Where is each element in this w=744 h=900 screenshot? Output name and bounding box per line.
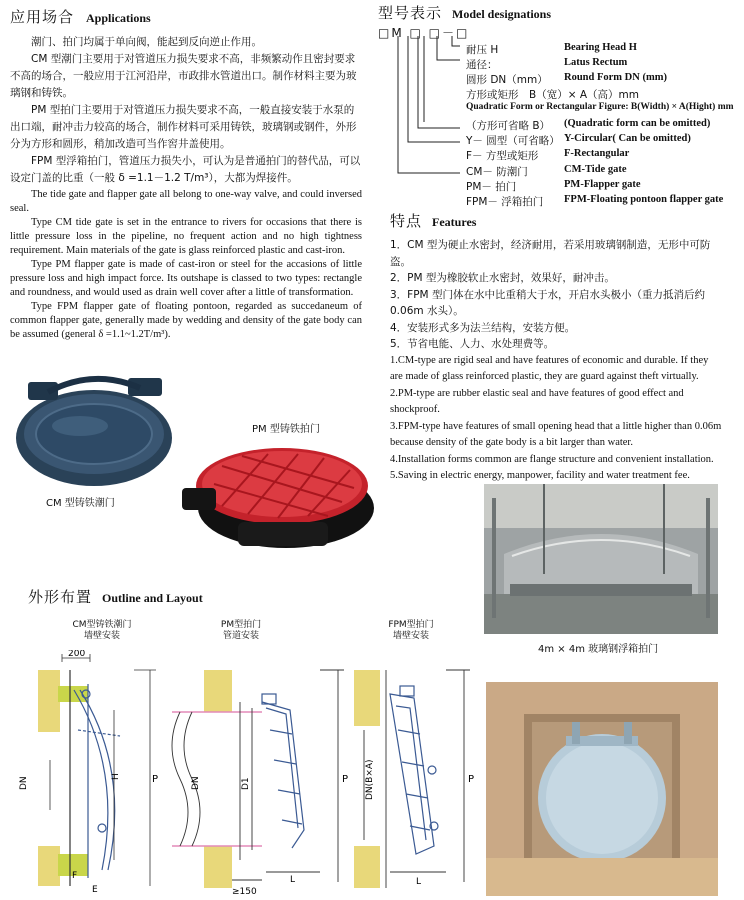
applications-body-en	[10, 188, 362, 342]
cm-label-width: 200	[68, 650, 86, 659]
model-section	[378, 2, 740, 212]
feature-item-en: 5.Saving in electric energy, manpower, facility and water treatment fee.	[390, 470, 690, 481]
applications-paragraph-cn: CM 型潮门主要用于对管道压力损失要求不高，非频繁动作且密封要求不高的场合，一般应用于江河沿岸，市政排水管道出口。制作材料主要为玻璃钢和铸铁。	[10, 53, 357, 99]
diagram-cm-caption	[52, 620, 152, 642]
model-bracket-lines	[378, 36, 468, 212]
cm-label-e: E	[92, 885, 98, 895]
pm-label-p: P	[342, 774, 349, 785]
applications-paragraph-cn: FPM 型浮箱拍门，管道压力损失小，可认为是普通拍门的替代品，可以设定门盖的比重（一般 δ =1.1－1.2 T/m³），大都为焊接件。	[10, 155, 361, 184]
diagram-pm-title: PM型拍门	[220, 620, 262, 630]
pm-cast-iron-flapper-gate-photo	[178, 436, 378, 554]
diagram-cm-title: CM型铸铁潮门	[72, 620, 132, 630]
applications-section	[10, 6, 362, 342]
pm-label-d1: D1	[241, 777, 251, 790]
features-title-en: Features	[432, 215, 477, 229]
model-row-en: FPM-Floating pontoon flapper gate	[564, 194, 724, 205]
pm-photo-caption: PM 型铸铁拍门	[252, 424, 320, 435]
feature-item-en: 2.PM-type are rubber elastic seal and have features of good effect and shockproof.	[390, 387, 684, 415]
model-row-en: Round Form DN (mm)	[564, 72, 667, 83]
features-section	[390, 210, 722, 485]
features-heading	[390, 210, 722, 231]
cm-label-f: F	[72, 871, 78, 881]
round-flapper-gate-install-photo	[486, 682, 718, 896]
fpm-label-l: L	[416, 877, 422, 887]
model-row-en: Latus Rectum	[564, 57, 628, 68]
model-row: PM－ 拍门	[466, 181, 517, 193]
model-row-en: Bearing Head H	[564, 42, 637, 53]
diagram-cm-subtitle: 墙壁安装	[83, 631, 120, 641]
feature-item-cn: 2．PM 型为橡胶软止水密封，效果好，耐冲击。	[390, 272, 615, 284]
applications-paragraph-en: Type PM flapper gate is made of cast-iron or steel for the accasions of little pressure loss and high impact force. Its outshape is classed to two types: rectangle and roundness, and would used as drain well cover after a little of transformation.	[10, 259, 362, 298]
feature-item-en: 4.Installation forms common are flange structure and convenient installation.	[390, 453, 714, 465]
feature-item-en: 3.FPM-type have features of small opening head that a little higher than 0.06m because density of the gate body is a bit larger than water.	[390, 420, 722, 448]
diagram-fpm-subtitle: 墙壁安装	[392, 631, 429, 641]
model-row-en: Quadratic Form or Rectangular Figure: B(Width) × A(Hight) mm	[466, 102, 734, 112]
diagram-pm-caption	[196, 620, 286, 642]
model-title-cn: 型号表示	[378, 4, 443, 22]
model-row-en: Y-Circular( Can be omitted)	[564, 133, 691, 144]
model-row: 耐压 H	[466, 44, 499, 56]
fpm-glass-steel-pontoon-gate-photo	[484, 484, 718, 634]
applications-paragraph-en: Type FPM flapper gate of floating pontoon, regarded as succedaneum of common flapper gate, generally made by wedding and density of the gate body can be assumed (general δ =1.1~1.2T/m³).	[10, 301, 362, 340]
model-row: FPM－ 浮箱拍门	[466, 196, 544, 208]
model-row: Y－ 圆型（可省略）	[466, 135, 560, 147]
fpm-pontoon-gate-outline-diagram	[346, 650, 482, 898]
feature-item-cn: 4．安装形式多为法兰结构，安装方便。	[390, 321, 576, 334]
fpm-label-dn-bxa: DN(B×A)	[365, 759, 375, 800]
outline-heading	[28, 586, 203, 607]
outline-title-en: Outline and Layout	[102, 591, 203, 605]
feature-item-cn: 5．节省电能、人力、水处理费等。	[390, 338, 555, 350]
feature-item-cn: 1．CM 型为硬止水密封，经济耐用，若采用玻璃钢制造，无形中可防盗。	[390, 239, 711, 268]
model-row-en: PM-Flapper gate	[564, 179, 641, 190]
model-row: （方形可省略 B）	[466, 120, 551, 132]
applications-paragraph-en: The tide gate and flapper gate all belong to one-way valve, and could inversed seal.	[10, 189, 362, 214]
model-row: 圆形 DN（mm）	[466, 74, 548, 86]
diagram-fpm-caption	[366, 620, 456, 642]
cm-photo-caption: CM 型铸铁潮门	[46, 498, 115, 509]
model-heading	[378, 2, 740, 23]
pm-label-l: L	[290, 875, 296, 885]
model-row: 通径：	[466, 59, 498, 71]
diagram-fpm-title: FPM型拍门	[388, 620, 434, 630]
fpm-label-p: P	[468, 774, 475, 785]
applications-paragraph-en: Type CM tide gate is set in the entrance to rivers for occasions that there is little pressure loss in the pipeline, no frequent action and no high tightness requirement. Main materials of the gate is glass reinforced plastic and cast-iron.	[10, 217, 362, 256]
cm-label-p: P	[152, 774, 159, 785]
model-row-en: (Quadratic form can be omitted)	[564, 118, 711, 129]
applications-heading	[10, 6, 362, 27]
cm-label-dn: DN	[19, 776, 29, 790]
cm-label-h: H	[111, 773, 121, 780]
model-row-en: CM-Tide gate	[564, 164, 627, 175]
feature-item-en: 1.CM-type are rigid seal and have features of economic and durable. If they are made of glass reinforced plastic, they are guard against theft virtually.	[390, 354, 709, 382]
applications-title-en: Applications	[86, 11, 151, 25]
cm-cast-iron-tide-gate-photo	[8, 372, 178, 492]
pm-label-min-150: ≥150	[232, 887, 257, 897]
model-row: 方形或矩形 B（宽）× A（高）mm	[466, 89, 639, 101]
applications-body-cn	[10, 34, 362, 187]
model-row: CM－ 防潮门	[466, 166, 528, 178]
model-row-en: F-Rectangular	[564, 148, 630, 159]
pm-label-dn: DN	[191, 776, 201, 790]
cm-tide-gate-outline-diagram	[10, 650, 170, 898]
pm-flapper-gate-outline-diagram	[170, 650, 354, 898]
feature-item-cn: 3．FPM 型门体在水中比重稍大于水，开启水头极小（重力抵消后约 0.06m 水头）。	[390, 288, 705, 317]
model-title-en: Model designations	[452, 7, 552, 21]
applications-paragraph-cn: PM 型拍门主要用于对管道压力损失要求不高，一般直接安装于水泵的出口端，耐冲击力较高的场合，制作材料可采用铸铁，玻璃钢或钢件，外形分为方形和圆形，稍加改造可当作窖井盖使用。	[10, 104, 357, 150]
fpm-photo-caption: 4m × 4m 玻璃钢浮箱拍门	[538, 644, 659, 655]
model-row: F－ 方型或矩形	[466, 150, 539, 162]
applications-paragraph-cn: 潮门、拍门均属于单向阀，能起到反向逆止作用。	[31, 36, 262, 48]
diagram-pm-subtitle: 管道安装	[222, 631, 259, 641]
model-code: □M □ □－□	[378, 26, 470, 40]
outline-title-cn: 外形布置	[28, 588, 93, 606]
applications-title-cn: 应用场合	[10, 8, 75, 26]
features-title-cn: 特点	[390, 212, 423, 230]
